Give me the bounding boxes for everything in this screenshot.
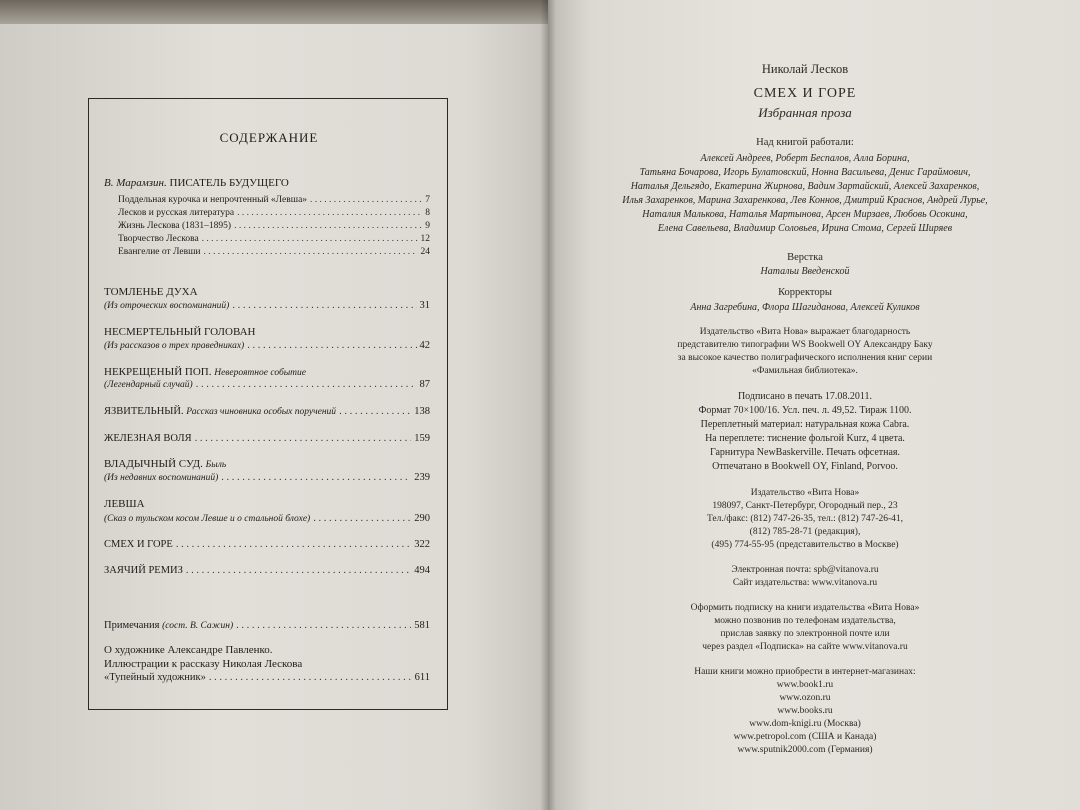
book-title: СМЕХ И ГОРЕ [753,86,857,101]
proof-heading: Корректоры [778,287,832,298]
publisher-line: (495) 774-55-95 (представительство в Москве) [711,540,899,550]
subscribe-line: можно позвонив по телефонам издательства, [714,616,896,626]
work-title: ТОМЛЕНЬЕ ДУХА [104,286,198,298]
toc-entry: ЗАЯЧИЙ РЕМИЗ . . . 494 [104,565,430,576]
thanks-line: за высокое качество полиграфического исполнения книг серии [677,353,933,363]
print-info-line: Формат 70×100/16. Усл. печ. л. 49,52. Тираж 1100. [698,405,912,416]
toc-entry: Евангелие от Левши . . . 24 [118,247,430,257]
toc-entry: «Тупейный художник» . . . 611 [104,672,430,683]
artist-line: Иллюстрации к рассказу Николая Лескова [104,658,303,670]
toc-entry: Творчество Лескова . . . 12 [118,234,430,244]
toc-entry: Лесков и русская литература . . . 8 [118,208,430,218]
contact-line: Электронная почта: spb@vitanova.ru [731,565,879,575]
toc-entry: (Из недавних воспоминаний) . . . 239 [104,472,430,483]
book-top-edge [0,0,548,24]
publisher-line: Издательство «Вита Нова» [750,488,860,498]
print-info-line: Переплетный материал: натуральная кожа Cabra. [700,419,910,430]
publisher-line: (812) 785-28-71 (редакция), [749,527,861,537]
thanks-line: «Фамильная библиотека». [752,366,858,376]
print-info-line: Гарнитура NewBaskerville. Печать офсетная. [709,447,901,458]
work-title: ЛЕВША [104,498,145,510]
shop-link: www.sputnik2000.com (Германия) [737,745,873,755]
credits-line: Татьяна Бочарова, Игорь Булатовский, Нонна Васильева, Денис Гараймович, [639,167,971,178]
publisher-line: 198097, Санкт-Петербург, Огородный пер., 23 [712,501,898,511]
toc-entry: Поддельная курочка и непрочтенный «Левша» . . . 7 [118,195,430,205]
shop-link: www.book1.ru [776,680,834,690]
contents-frame [88,98,448,710]
toc-entry: ЯЗВИТЕЛЬНЫЙ. Рассказ чиновника особых поручений . . . 138 [104,406,430,417]
credits-line: Наталия Малькова, Наталья Мартынова, Арсен Мирзаев, Любовь Осокина, [642,209,968,220]
toc-entry: (Легендарный случай) . . . 87 [104,379,430,390]
publisher-line: Тел./факс: (812) 747-26-35, тел.: (812) 747-26-41, [706,514,904,524]
shop-link: www.ozon.ru [779,693,831,703]
shop-link: www.dom-knigi.ru (Москва) [749,719,861,729]
toc-entry: Примечания (сост. В. Сажин) . . . 581 [104,620,430,631]
subscribe-line: Оформить подписку на книги издательства «Вита Нова» [690,603,920,613]
work-title: ВЛАДЫЧНЫЙ СУД. Быль [104,458,227,470]
work-title: НЕСМЕРТЕЛЬНЫЙ ГОЛОВАН [104,326,256,338]
layout-name: Натальи Введенской [760,266,850,277]
subscribe-line: через раздел «Подписка» на сайте www.vitanova.ru [702,642,908,652]
print-info-line: На переплете: тиснение фольгой Kurz, 4 цвета. [705,433,905,444]
layout-heading: Верстка [787,252,823,263]
credits-line: Алексей Андреев, Роберт Беспалов, Алла Борина, [700,153,910,164]
intro-title: ПИСАТЕЛЬ БУДУЩЕГО [169,177,289,189]
contact-line: Сайт издательства: www.vitanova.ru [732,578,878,588]
print-info-line: Подписано в печать 17.08.2011. [737,391,873,402]
credits-line: Илья Захаренков, Марина Захаренкова, Лев Коннов, Дмитрий Краснов, Андрей Лурье, [622,195,988,206]
shops-heading: Наши книги можно приобрести в интернет-магазинах: [694,667,916,677]
artist-line: О художнике Александре Павленко. [104,644,273,656]
credits-line: Наталья Дельгядо, Екатерина Жирнова, Вадим Зартайский, Алексей Захаренков, [630,181,980,192]
credits-line: Елена Савельева, Владимир Соловьев, Ирина Стома, Сергей Ширяев [657,223,953,234]
toc-entry: Жизнь Лескова (1831–1895) . . . 9 [118,221,430,231]
toc-entry: ЖЕЛЕЗНАЯ ВОЛЯ . . . 159 [104,433,430,444]
credits-heading: Над книгой работали: [756,137,854,148]
thanks-line: Издательство «Вита Нова» выражает благодарность [699,327,911,337]
book-subtitle: Избранная проза [758,105,852,120]
thanks-line: представителю типографии WS Bookwell OY Александру Баку [677,340,933,350]
shop-link: www.petropol.com (США и Канада) [733,732,877,742]
print-info-line: Отпечатано в Bookwell OY, Finland, Porvoo. [712,461,898,472]
shop-link: www.books.ru [777,706,833,716]
contents-title: СОДЕРЖАНИЕ [219,130,319,145]
toc-entry: СМЕХ И ГОРЕ . . . 322 [104,539,430,550]
toc-entry: (Из отроческих воспоминаний) . . . 31 [104,300,430,311]
work-title: НЕКРЕЩЕНЫЙ ПОП. Невероятное событие [104,366,306,378]
intro-author: В. Марамзин. [104,177,167,189]
proof-names: Анна Загребина, Флора Шагиданова, Алексей Куликов [690,302,920,313]
author-name: Николай Лесков [761,62,849,76]
subscribe-line: прислав заявку по электронной почте или [720,629,890,639]
toc-entry: (Из рассказов о трех праведниках) . . . 42 [104,340,430,351]
toc-entry: (Сказ о тульском косом Левше и о стальной блохе) . . . 290 [104,513,430,524]
intro-heading [104,177,289,189]
book-gutter [540,0,556,810]
